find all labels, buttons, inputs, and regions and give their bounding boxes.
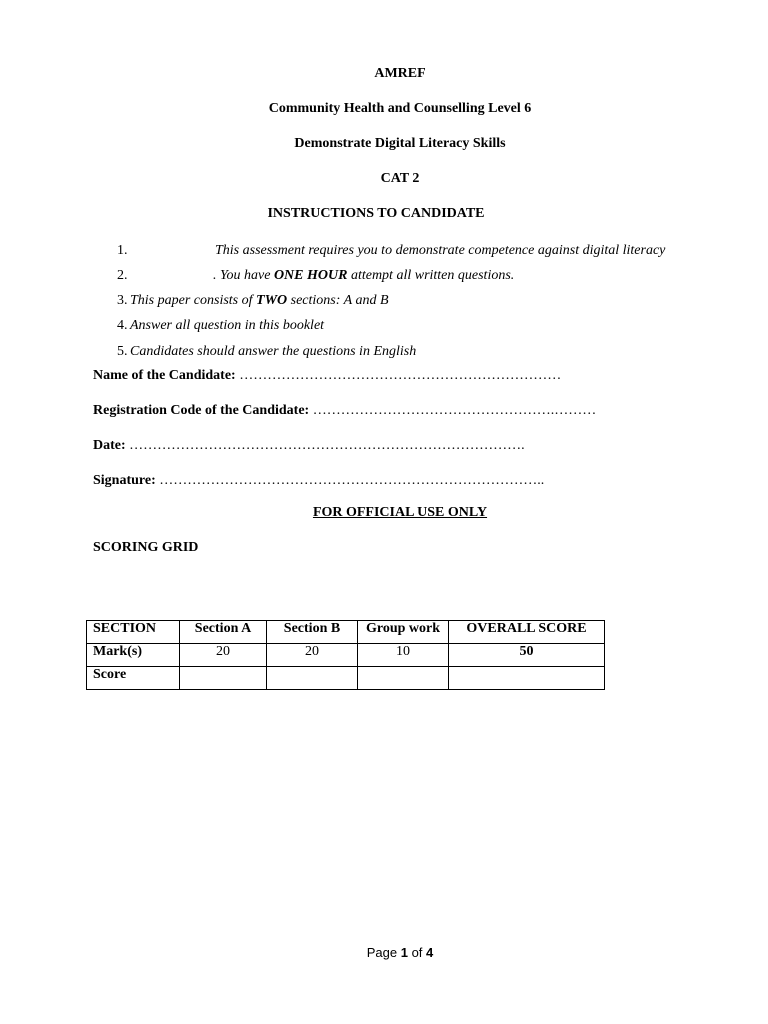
date-label: Date:	[93, 438, 126, 453]
score-input-cell[interactable]	[358, 667, 449, 690]
instructions-title: INSTRUCTIONS TO CANDIDATE	[267, 206, 485, 221]
footer-total-pages: 4	[426, 945, 434, 960]
instruction-1-text: This assessment requires you to demonstrate competence against digital literacy	[215, 243, 666, 258]
candidate-name-label: Name of the Candidate:	[93, 368, 236, 383]
table-header-row	[87, 621, 605, 644]
table-cell: Mark(s)	[87, 644, 180, 667]
signature-dots: ………………………………………………………………………..	[159, 473, 545, 488]
signature-field[interactable]	[93, 473, 544, 489]
scoring-table	[86, 620, 605, 690]
registration-code-label: Registration Code of the Candidate:	[93, 403, 310, 418]
instruction-2-number: 2.	[117, 268, 128, 283]
official-use-heading: FOR OFFICIAL USE ONLY	[312, 505, 488, 520]
score-input-cell[interactable]	[267, 667, 358, 690]
instruction-4-number: 4.	[117, 318, 128, 333]
table-header-cell: Section B	[267, 621, 358, 644]
table-cell: 50	[449, 644, 605, 667]
instruction-4-text: Answer all question in this booklet	[130, 318, 325, 333]
table-cell: 20	[267, 644, 358, 667]
candidate-name-dots: ……………………………………………………………	[239, 368, 562, 383]
table-cell: Score	[87, 667, 180, 690]
table-header-cell: SECTION	[87, 621, 180, 644]
score-input-cell[interactable]	[449, 667, 605, 690]
course-title: Community Health and Counselling Level 6	[268, 101, 532, 116]
instruction-5-text: Candidates should answer the questions in English	[130, 344, 417, 359]
instruction-3-text: This paper consists of TWO sections: A and B	[130, 293, 389, 308]
exam-title: CAT 2	[380, 171, 420, 186]
instruction-1-number: 1.	[117, 243, 128, 258]
org-title: AMREF	[374, 66, 426, 81]
instruction-3-number: 3.	[117, 293, 128, 308]
table-row-score	[87, 667, 605, 690]
page-footer	[0, 945, 768, 960]
registration-code-field[interactable]	[93, 403, 596, 419]
footer-page-number: 1	[400, 945, 408, 960]
instruction-2-text: . You have ONE HOUR attempt all written questions.	[213, 268, 515, 283]
instruction-5-number: 5.	[117, 344, 128, 359]
signature-label: Signature:	[93, 473, 156, 488]
date-field[interactable]	[93, 438, 525, 454]
date-dots: ………………………………………………………………………….	[129, 438, 525, 453]
table-header-cell: Group work	[358, 621, 449, 644]
score-input-cell[interactable]	[180, 667, 267, 690]
table-cell: 10	[358, 644, 449, 667]
table-header-cell: OVERALL SCORE	[449, 621, 605, 644]
unit-title: Demonstrate Digital Literacy Skills	[294, 136, 506, 151]
footer-prefix: Page	[366, 945, 401, 960]
table-cell: 20	[180, 644, 267, 667]
footer-of: of	[407, 945, 427, 960]
table-header-cell: Section A	[180, 621, 267, 644]
scoring-grid-heading: SCORING GRID	[93, 540, 199, 555]
registration-code-dots: …………………………………………….………	[312, 403, 597, 418]
table-row-marks	[87, 644, 605, 667]
candidate-name-field[interactable]	[93, 368, 561, 384]
